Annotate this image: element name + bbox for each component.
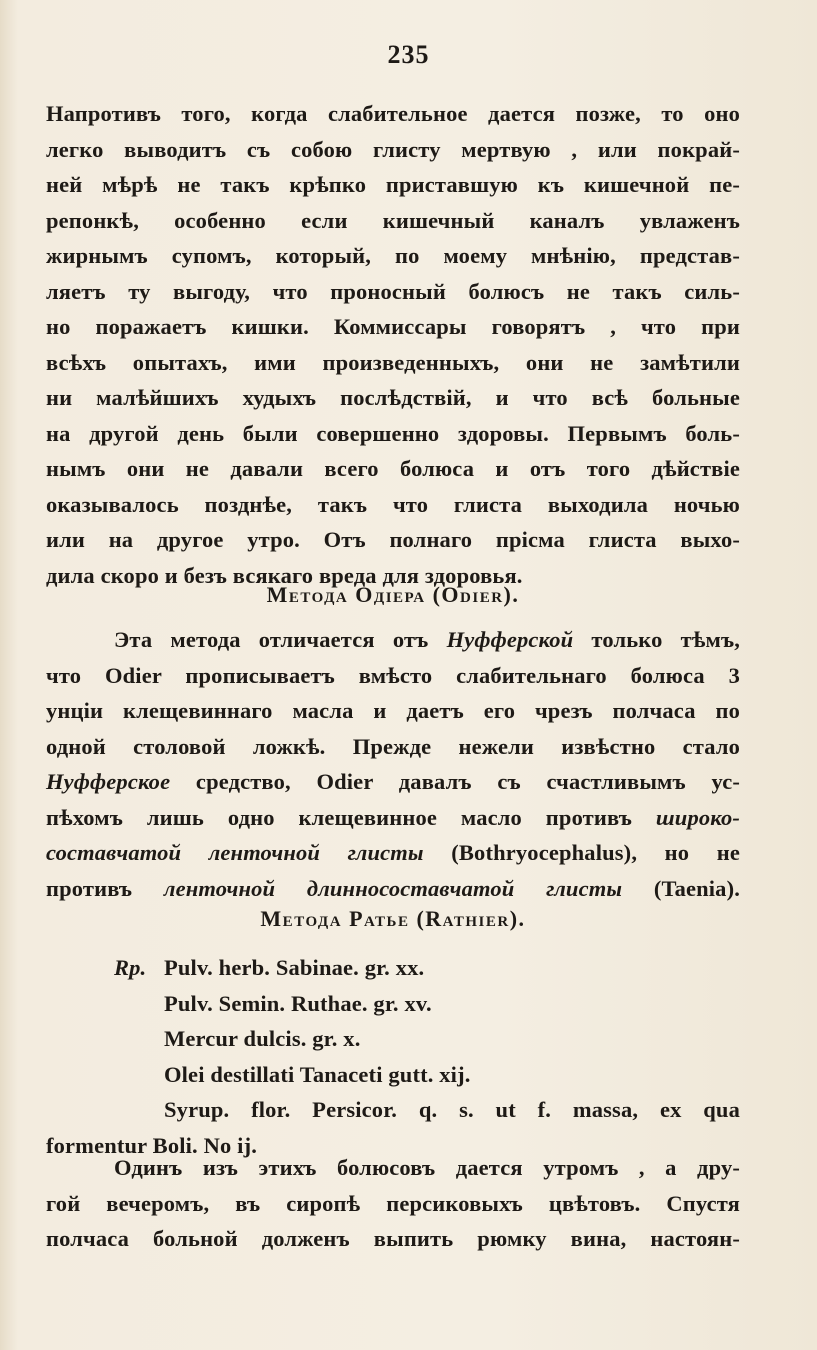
text-span: противъ xyxy=(46,875,164,901)
text-line: что Odier прописываетъ вмѣсто слабительнаго болюса 3 xyxy=(46,662,740,688)
recipe-abbreviation: Rp. xyxy=(114,955,147,980)
text-span: только тѣмъ, xyxy=(573,627,740,652)
text-line: всѣхъ опытахъ, ими произведенныхъ, они не замѣтили xyxy=(46,349,740,375)
paragraph-2 xyxy=(46,622,740,906)
recipe-line: Mercur dulcis. gr. x. xyxy=(164,1026,361,1051)
italic-term: ленточной длинносоставчатой глисты xyxy=(163,875,623,901)
text-line: или на другое утро. Отъ полнаго прісма глиста выхо- xyxy=(46,527,740,552)
text-line: унціи клещевиннаго масла и даетъ его чрезъ полчаса по xyxy=(46,698,740,723)
italic-term: составчатой ленточной глисты xyxy=(46,840,424,865)
text-line: но поражаетъ кишки. Коммиссары говорятъ , что при xyxy=(46,314,740,339)
text-line xyxy=(46,835,740,871)
text-line: гой вечеромъ, въ сиропѣ персиковыхъ цвѣтовъ. Спустя xyxy=(46,1190,740,1216)
recipe-ingredient: Pulv. herb. Sabinae. gr. xx. xyxy=(164,955,425,980)
text-line: оказывалось позднѣе, такъ что глиста выходила ночью xyxy=(46,491,740,517)
text-span: (Bothryocephalus), но не xyxy=(423,840,741,865)
text-line xyxy=(46,871,740,907)
text-line: полчаса больной долженъ выпить рюмку вина, настоян- xyxy=(46,1226,740,1251)
text-line: легко выводитъ съ собою глисту мертвую , или покрай- xyxy=(46,136,740,162)
text-line: ней мѣрѣ не такъ крѣпко приставшую къ кишечной пе- xyxy=(46,172,740,197)
section-heading-odier: Метода Одіера (Odier). xyxy=(266,582,520,607)
recipe-line xyxy=(46,950,740,986)
text-line xyxy=(46,764,740,800)
recipe-line: Olei destillati Tanaceti gutt. xij. xyxy=(164,1061,471,1087)
section-heading-rathier: Метода Ратье (Rathier). xyxy=(260,906,526,931)
text-line: Напротивъ того, когда слабительное дается позже, то оно xyxy=(46,101,740,126)
italic-term: Нуфферской xyxy=(446,627,574,652)
italic-term: Нуфферское xyxy=(46,769,171,794)
text-line: ляетъ ту выгоду, что проносный болюсъ не такъ силь- xyxy=(46,278,740,304)
text-span: пѣхомъ лишь одно клещевинное масло противъ xyxy=(46,804,656,830)
text-line: ни малѣйшихъ худыхъ послѣдствій, и что всѣ больные xyxy=(46,385,740,410)
text-line xyxy=(46,800,740,836)
page-number: 235 xyxy=(387,40,430,69)
text-line: одной столовой ложкѣ. Прежде нежели извѣстно стало xyxy=(46,733,740,759)
paragraph-3 xyxy=(46,1150,740,1257)
recipe-line: Syrup. flor. Persicor. q. s. ut f. massa, ex qua xyxy=(164,1097,740,1122)
text-span: (Taenia). xyxy=(622,875,740,901)
text-line: репонкѣ, особенно если кишечный каналъ увлаженъ xyxy=(46,207,740,233)
text-span: средство, Odier давалъ съ счастливымъ ус- xyxy=(170,769,740,794)
text-span: Эта метода отличается отъ xyxy=(114,627,447,652)
recipe-line: Pulv. Semin. Ruthae. gr. xv. xyxy=(164,990,432,1016)
text-line: Одинъ изъ этихъ болюсовъ дается утромъ , а дру- xyxy=(114,1155,740,1180)
text-line: жирнымъ супомъ, который, по моему мнѣнію, представ- xyxy=(46,243,740,268)
text-line: на другой день были совершенно здоровы. Первымъ боль- xyxy=(46,420,740,446)
text-line: нымъ они не давали всего болюса и отъ того дѣйствіе xyxy=(46,456,740,481)
italic-term: широко- xyxy=(655,804,740,830)
recipe-block xyxy=(46,950,740,1163)
recipe-line: formentur Boli. No ij. xyxy=(46,1132,257,1158)
text-line xyxy=(46,622,740,658)
paragraph-1 xyxy=(46,96,740,593)
text-line: дила скоро и безъ всякаго вреда для здоровья. xyxy=(46,562,523,588)
